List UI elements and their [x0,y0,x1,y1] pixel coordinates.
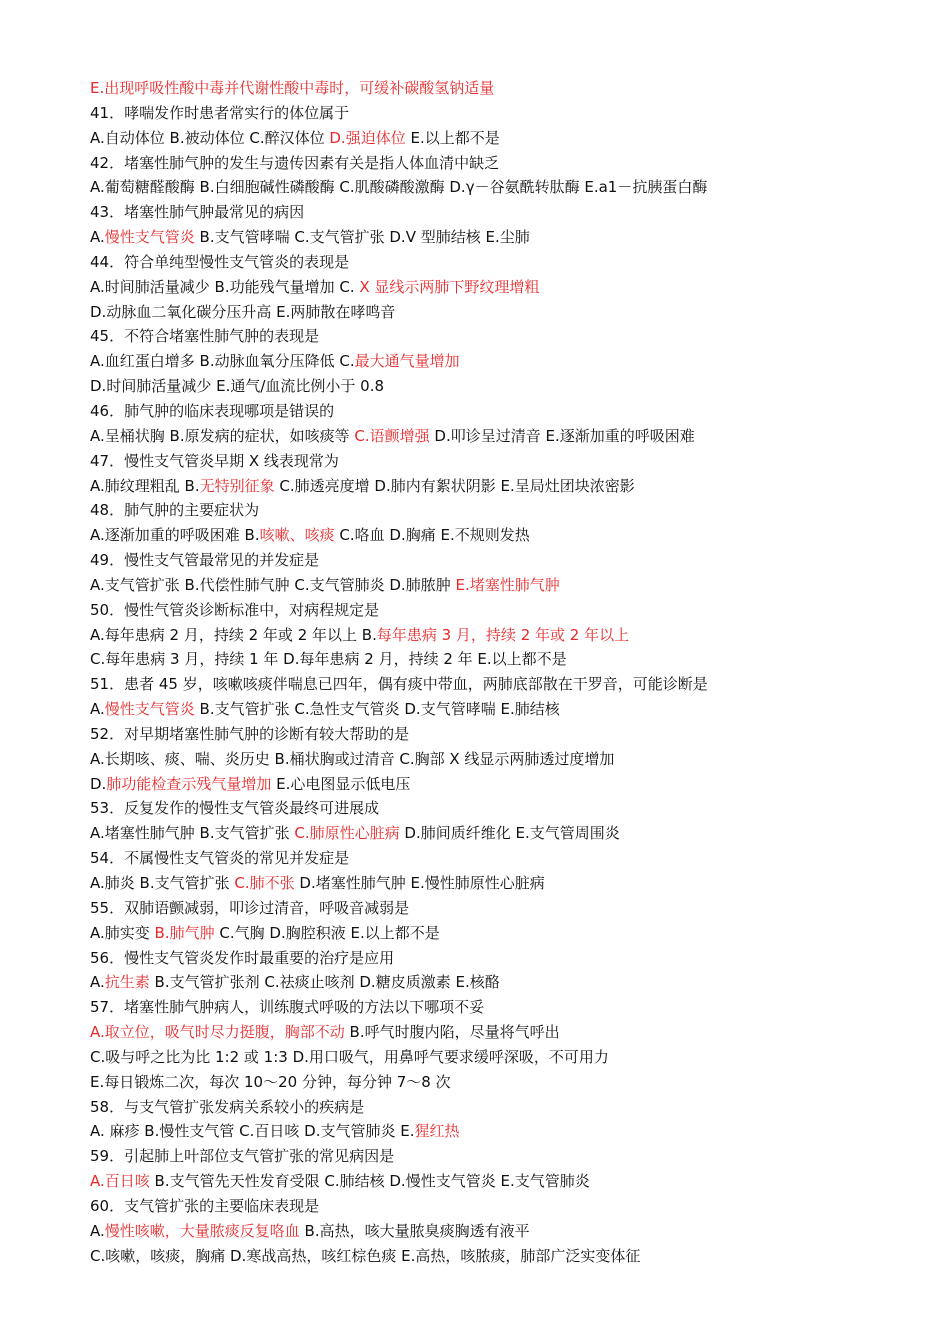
question-text: C.肺透亮度增 D.肺内有絮状阴影 E.呈局灶团块浓密影 [274,476,635,495]
question-text: 41．哮喘发作时患者常实行的体位属于 [90,103,350,122]
text-line [90,946,930,971]
answer-text: B.肺气肿 [154,923,215,942]
question-text: E.每日锻炼二次，每次 10～20 分钟，每分钟 7～8 次 [90,1072,451,1091]
question-text: A. [90,973,105,992]
question-text: 54．不属慢性支气管炎的常见并发症是 [90,849,350,868]
question-text: C.咳嗽，咳痰，胸痛 D.寒战高热，咳红棕色痰 E.高热，咳脓痰，肺部广泛实变体征 [90,1246,641,1265]
question-text: B.支气管扩张剂 C.祛痰止咳剂 D.糖皮质激素 E.核酪 [149,973,500,992]
text-line [90,498,930,523]
answer-text: A.取立位，吸气时尽力挺腹，胸部不动 [90,1023,345,1042]
text-line [90,200,930,225]
question-text: A. 麻疹 B.慢性支气管 C.百日咳 D.支气管肺炎 E. [90,1122,415,1141]
text-line [90,449,930,474]
answer-text: 咳嗽、咳痰 [259,526,335,545]
question-text: D.时间肺活量减少 E.通气/血流比例小于 0.8 [90,377,385,396]
text-line [90,374,930,399]
text-line [90,399,930,424]
question-text: B.支气管先天性发育受限 C.肺结核 D.慢性支气管炎 E.支气管肺炎 [149,1172,590,1191]
question-text: A.时间肺活量减少 B.功能残气量增加 C. [90,277,360,296]
text-line [90,225,930,250]
question-text: B.支气管哮喘 C.支气管扩张 D.Ⅴ 型肺结核 E.尘肺 [194,228,530,247]
question-text: B.支气管扩张 C.急性支气管炎 D.支气管哮喘 E.肺结核 [194,700,560,719]
text-line [90,324,930,349]
text-line [90,1045,930,1070]
answer-text: 无特别征象 [199,476,275,495]
text-line [90,1119,930,1144]
answer-text: C.语颤增强 [354,426,430,445]
question-text: 46．肺气肿的临床表现哪项是错误的 [90,401,335,420]
question-text: A.葡萄糖醛酸酶 B.白细胞碱性磷酸酶 C.肌酸磷酸激酶 D.γ－谷氨酰转肽酶 E.a1－抗胰蛋白酶 [90,178,708,197]
text-line [90,101,930,126]
question-text: 47．慢性支气管炎早期 X 线表现常为 [90,451,339,470]
text-line [90,548,930,573]
answer-text: A.百日咳 [90,1172,150,1191]
question-text: A.支气管扩张 B.代偿性肺气肿 C.支气管肺炎 D.肺脓肿 [90,575,456,594]
question-text: 52．对早期堵塞性肺气肿的诊断有较大帮助的是 [90,724,410,743]
text-line [90,275,930,300]
answer-text: E.堵塞性肺气肿 [455,575,560,594]
question-text: A.血红蛋白增多 B.动脉血氧分压降低 C. [90,352,355,371]
question-text: E.以上都不是 [405,128,500,147]
text-line [90,821,930,846]
question-text: C.气胸 D.胸腔积液 E.以上都不是 [214,923,440,942]
question-text: 50．慢性气管炎诊断标准中，对病程规定是 [90,600,380,619]
question-text: A.肺纹理粗乱 B. [90,476,200,495]
text-line [90,151,930,176]
text-line [90,871,930,896]
answer-text: 抗生素 [104,973,150,992]
question-text: E.心电图显示低电压 [271,774,411,793]
text-line [90,1169,930,1194]
answer-text: 肺功能检查示残气量增加 [106,774,272,793]
answer-text: C.肺原性心脏病 [294,824,400,843]
text-line [90,250,930,275]
text-line [90,598,930,623]
answer-text: 最大通气量增加 [354,352,460,371]
answer-text: C.肺不张 [234,874,295,892]
answer-text: 慢性支气管炎 [104,700,195,719]
answer-text: 慢性支气管炎 [104,228,195,247]
question-text: 42．堵塞性肺气肿的发生与遗传因素有关是指人体血清中缺乏 [90,153,500,172]
question-text: 48．肺气肿的主要症状为 [90,501,260,520]
text-line [90,995,930,1020]
text-line [90,349,930,374]
text-line [90,1219,930,1244]
text-line [90,1194,930,1219]
text-line [90,126,930,151]
answer-text: 慢性咳嗽，大量脓痰反复咯血 [104,1221,300,1240]
text-line [90,970,930,995]
answer-text: 猩红热 [414,1122,460,1141]
question-text: A.长期咳、痰、喘、炎历史 B.桶状胸或过清音 C.胸部 X 线显示两肺透过度增加 [90,749,615,768]
question-text: 55．双肺语颤减弱，叩诊过清音，呼吸音减弱是 [90,898,410,917]
question-text: 45．不符合堵塞性肺气肿的表现是 [90,327,320,346]
question-text: C.吸与呼之比为比 1:2 或 1:3 D.用口吸气，用鼻呼气要求缓呼深吸，不可用力 [90,1047,609,1066]
text-line [90,772,930,797]
question-text: A.堵塞性肺气肿 B.支气管扩张 [90,824,295,843]
question-text: D.肺间质纤维化 E.支气管周围炎 [399,824,620,843]
question-text: 56．慢性支气管炎发作时最重要的治疗是应用 [90,948,395,967]
text-line [90,1070,930,1095]
answer-text: 每年患病 3 月，持续 2 年或 2 年以上 [376,625,630,644]
question-text: C.每年患病 3 月，持续 1 年 D.每年患病 2 月，持续 2 年 E.以上都不是 [90,650,567,669]
text-line [90,175,930,200]
text-line [90,573,930,598]
question-text: A.呈桶状胸 B.原发病的症状，如咳痰等 [90,426,355,445]
answer-text: X 显线示两肺下野纹理增粗 [359,277,540,296]
question-text: 53．反复发作的慢性支气管炎最终可进展成 [90,799,380,818]
question-text: A. [90,1221,105,1240]
text-line [90,722,930,747]
question-text: 58．与支气管扩张发病关系较小的疾病是 [90,1097,365,1116]
question-text: A.逐渐加重的呼吸困难 B. [90,526,260,545]
document-text [90,76,930,1269]
text-line [90,896,930,921]
question-text: A.自动体位 B.被动体位 C.醉汉体位 [90,128,330,147]
text-line [90,796,930,821]
text-line [90,474,930,499]
text-line [90,623,930,648]
question-text: D.动脉血二氧化碳分压升高 E.两肺散在哮鸣音 [90,302,396,321]
question-text: 44．符合单纯型慢性支气管炎的表现是 [90,252,350,271]
text-line [90,76,930,101]
text-line [90,1144,930,1169]
question-text: D. [90,774,107,793]
text-line [90,921,930,946]
text-line [90,846,930,871]
text-line [90,1244,930,1269]
question-text: A. [90,228,105,247]
answer-text: E.出现呼吸性酸中毒并代谢性酸中毒时，可缓补碳酸氢钠适量 [90,79,495,97]
text-line [90,300,930,325]
question-text: B.高热，咳大量脓臭痰胸透有液平 [299,1221,530,1240]
text-line [90,672,930,697]
text-line [90,747,930,772]
question-text: D.堵塞性肺气肿 E.慢性肺原性心脏病 [294,874,545,892]
text-line [90,697,930,722]
question-text: A. [90,700,105,719]
question-text: A.每年患病 2 月，持续 2 年或 2 年以上 B. [90,625,377,644]
question-text: A.肺炎 B.支气管扩张 [90,874,235,892]
question-text: B.呼气时腹内陷，尽量将气呼出 [344,1023,560,1042]
question-text: 43．堵塞性肺气肿最常见的病因 [90,203,305,222]
question-text: 60．支气管扩张的主要临床表现是 [90,1196,320,1215]
text-line [90,523,930,548]
text-line [90,424,930,449]
question-text: D.叩诊呈过清音 E.逐渐加重的呼吸困难 [429,426,695,445]
question-text: C.咯血 D.胸痛 E.不规则发热 [334,526,530,545]
question-text: 57．堵塞性肺气肿病人，训练腹式呼吸的方法以下哪项不妥 [90,998,485,1017]
text-line [90,1020,930,1045]
text-line [90,647,930,672]
answer-text: D.强迫体位 [329,128,406,147]
question-text: 59．引起肺上叶部位支气管扩张的常见病因是 [90,1147,395,1166]
question-text: A.肺实变 [90,923,155,942]
text-line [90,1095,930,1120]
question-text: 51．患者 45 岁，咳嗽咳痰伴喘息已四年，偶有痰中带血，两肺底部散在干罗音，可能诊断是 [90,675,708,694]
question-text: 49．慢性支气管最常见的并发症是 [90,551,320,570]
